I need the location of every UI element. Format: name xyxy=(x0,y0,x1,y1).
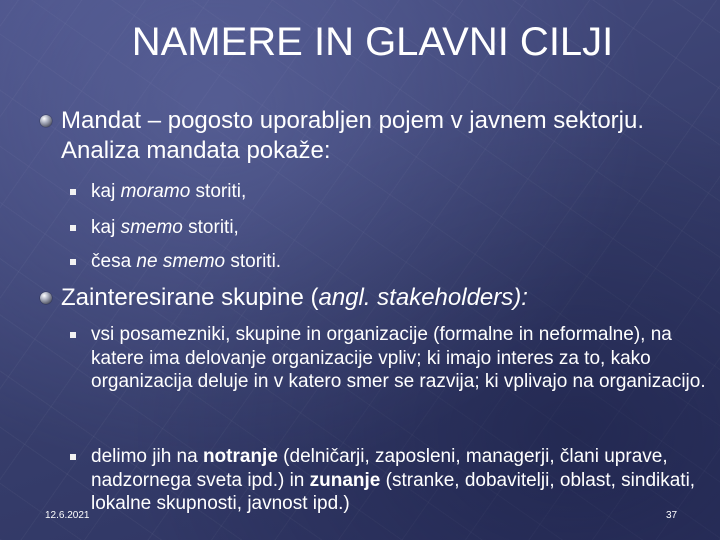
sub-bullet-ne-smemo xyxy=(70,250,710,274)
square-bullet-icon xyxy=(70,332,76,338)
square-bullet-icon xyxy=(70,259,76,265)
sub-bullet-definicija-text: vsi posamezniki, skupine in organizacije (formalne in neformalne), na katere ima delovanje organizacije vpliv; ki imajo interes za to, kako organizacija deluje in v katero smer se razvija; ki vplivajo na organizacijo. xyxy=(91,324,706,392)
sub-bullet-moramo xyxy=(70,180,710,204)
bullet-stakeholders xyxy=(40,283,700,313)
sub-bullet-ne-smemo-text: česa ne smemo storiti. xyxy=(91,251,282,272)
sub-bullet-delitev-text: delimo jih na notranje (delničarji, zaposleni, managerji, člani uprave, nadzornega sveta ipd.) in zunanje (stranke, dobavitelji, oblast, sindikati, lokalne skupnosti, javnost ipd.) xyxy=(91,446,696,514)
sub-bullet-definicija xyxy=(70,323,710,394)
page-number: 37 xyxy=(666,510,678,521)
footer-date: 12.6.2021 xyxy=(45,510,90,521)
bullet-mandat-text: Mandat – pogosto uporabljen pojem v javnem sektorju. Analiza mandata pokaže: xyxy=(61,107,645,164)
sub-bullet-smemo xyxy=(70,216,710,240)
square-bullet-icon xyxy=(70,189,76,195)
bullet-stakeholders-text: Zainteresirane skupine (angl. stakeholders): xyxy=(61,284,528,311)
round-bullet-icon xyxy=(40,115,52,127)
bullet-mandat xyxy=(40,106,700,166)
sub-bullet-smemo-text: kaj smemo storiti, xyxy=(91,217,239,238)
round-bullet-icon xyxy=(40,292,52,304)
slide-title: NAMERE IN GLAVNI CILJI xyxy=(131,20,614,64)
square-bullet-icon xyxy=(70,225,76,231)
sub-bullet-delitev xyxy=(70,445,710,516)
square-bullet-icon xyxy=(70,454,76,460)
sub-bullet-moramo-text: kaj moramo storiti, xyxy=(91,181,247,202)
